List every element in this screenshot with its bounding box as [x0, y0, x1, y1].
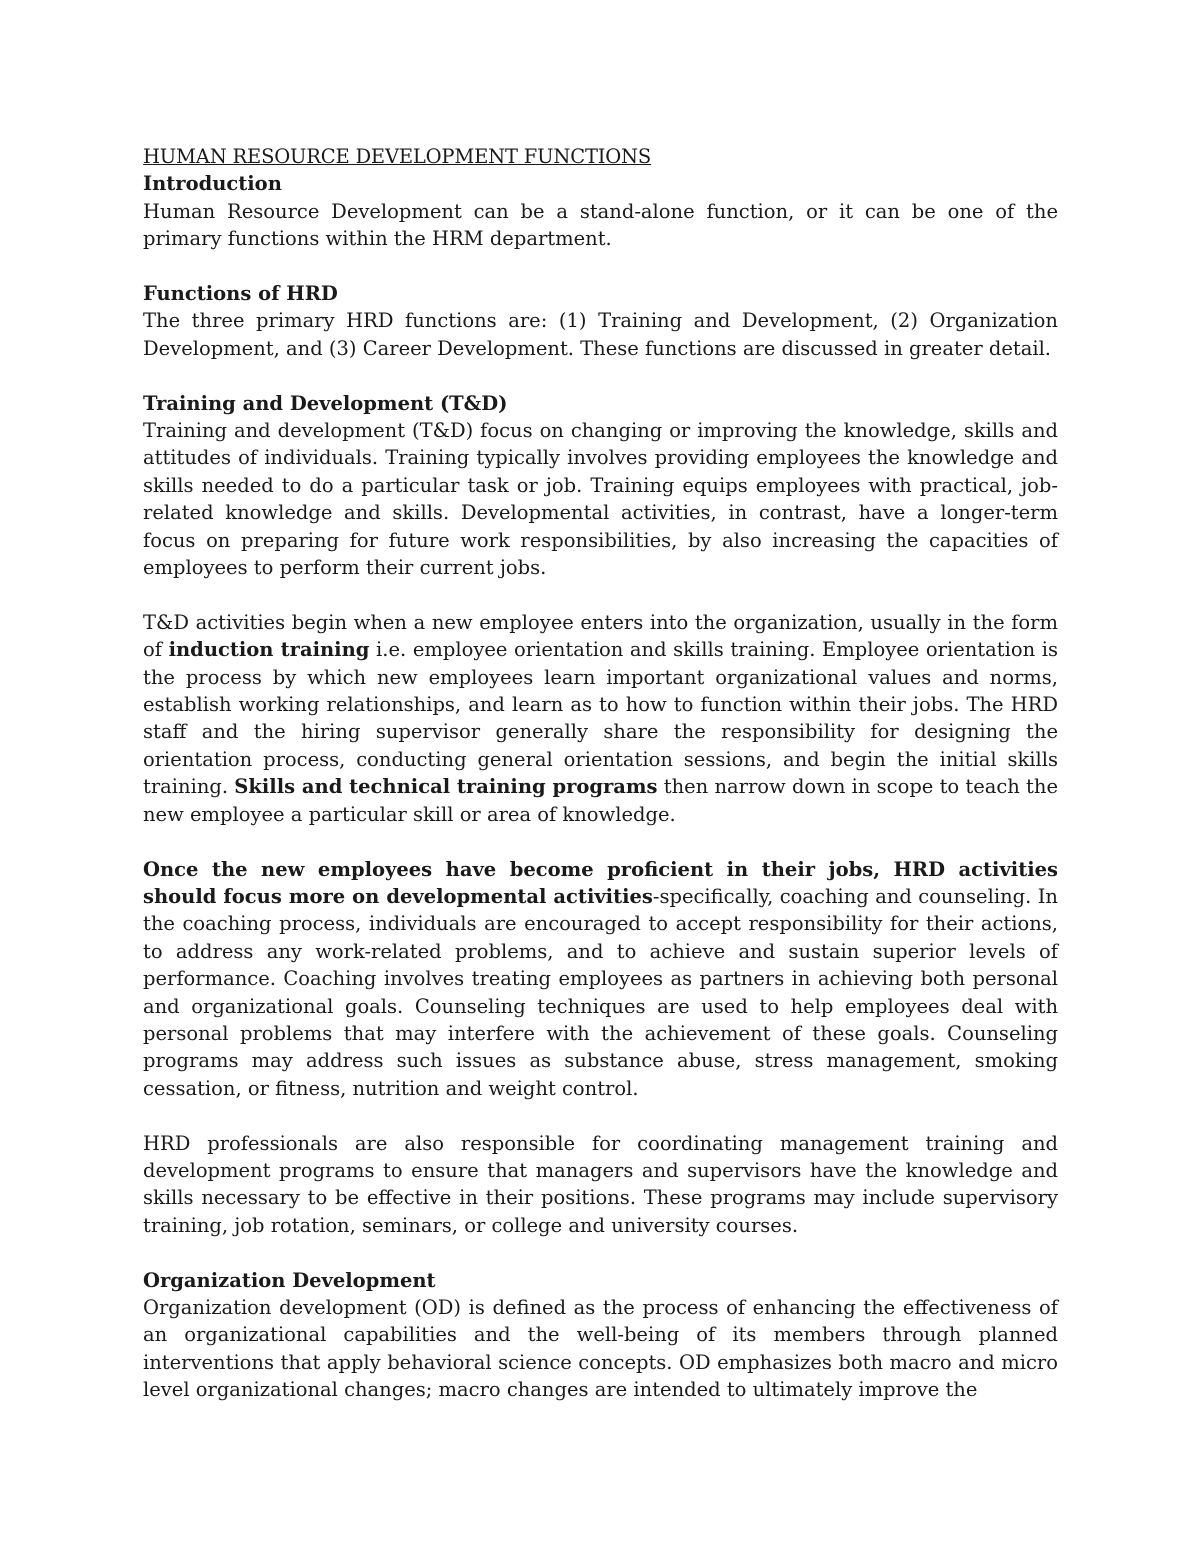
spacer	[143, 253, 1058, 280]
introduction-paragraph: Human Resource Development can be a stand-alone function, or it can be one of the primary functions within the HRM department.	[143, 199, 1058, 251]
training-paragraph-2	[143, 609, 1058, 828]
bold-lead-sentence: Once the new employees have become proficient in their jobs, HRD activities should focus more on developmental activities	[143, 857, 1058, 908]
training-paragraph-4: HRD professionals are also responsible for coordinating management training and development programs to ensure that managers and supervisors have the knowledge and skills necessary to be effective in their positions. These programs may include supervisory training, job rotation, seminars, or college and university courses.	[143, 1131, 1058, 1237]
document-page	[143, 143, 1058, 1404]
training-heading: Training and Development (T&D)	[143, 391, 508, 415]
training-paragraph-1: Training and development (T&D) focus on changing or improving the knowledge, skills and attitudes of individuals. Training typically involves providing employees the knowledge and skills needed to do a particular task or job. Training equips employees with practical, job-related knowledge and skills. Developmental activities, in contrast, have a longer-term focus on preparing for future work responsibilities, by also increasing the capacities of employees to perform their current jobs.	[143, 419, 1058, 580]
document-title: HUMAN RESOURCE DEVELOPMENT FUNCTIONS	[143, 145, 652, 168]
introduction-heading: Introduction	[143, 172, 282, 196]
text-run: -specifically, coaching and counseling. In the coaching process, individuals are encouraged to accept responsibility for their actions, to address any work-related problems, and to achieve and sustain superior levels of performance. Coaching involves treating employees as partners in achieving both personal and organizational goals. Counseling techniques are used to help employees deal with personal problems that may interfere with the achievement of these goals. Counseling programs may address such issues as substance abuse, stress management, smoking cessation, or fitness, nutrition and weight control.	[143, 884, 1058, 1100]
spacer	[143, 828, 1058, 855]
organization-development-heading: Organization Development	[143, 1268, 436, 1292]
functions-heading: Functions of HRD	[143, 282, 338, 306]
functions-paragraph: The three primary HRD functions are: (1) Training and Development, (2) Organization Development, and (3) Career Development. These functions are discussed in greater detail.	[143, 309, 1058, 360]
bold-term-induction-training: induction training	[168, 638, 370, 662]
organization-development-paragraph: Organization development (OD) is defined as the process of enhancing the effectiveness of an organizational capabilities and the well-being of its members through planned interventions that apply behavioral science concepts. OD emphasizes both macro and micro level organizational changes; macro changes are intended to ultimately improve the	[143, 1295, 1058, 1402]
spacer	[143, 1239, 1058, 1266]
spacer	[143, 581, 1058, 608]
bold-term-skills-training: Skills and technical training programs	[234, 775, 658, 799]
spacer	[143, 362, 1058, 389]
training-paragraph-3	[143, 856, 1058, 1103]
text-run: T&D activities begin when a new employee enters into the organization, usually in the form of	[143, 610, 1058, 662]
text-run: i.e. employee orientation and skills training. Employee orientation is the process by which new employees learn important organizational values and norms, establish working relationships, and learn as to how to function within their jobs. The HRD staff and the hiring supervisor generally share the responsibility for designing the orientation process, conducting general orientation sessions, and begin the initial skills training.	[143, 638, 1059, 799]
spacer	[143, 1102, 1058, 1129]
text-run: then narrow down in scope to teach the new employee a particular skill or area of knowledge.	[143, 775, 1058, 826]
